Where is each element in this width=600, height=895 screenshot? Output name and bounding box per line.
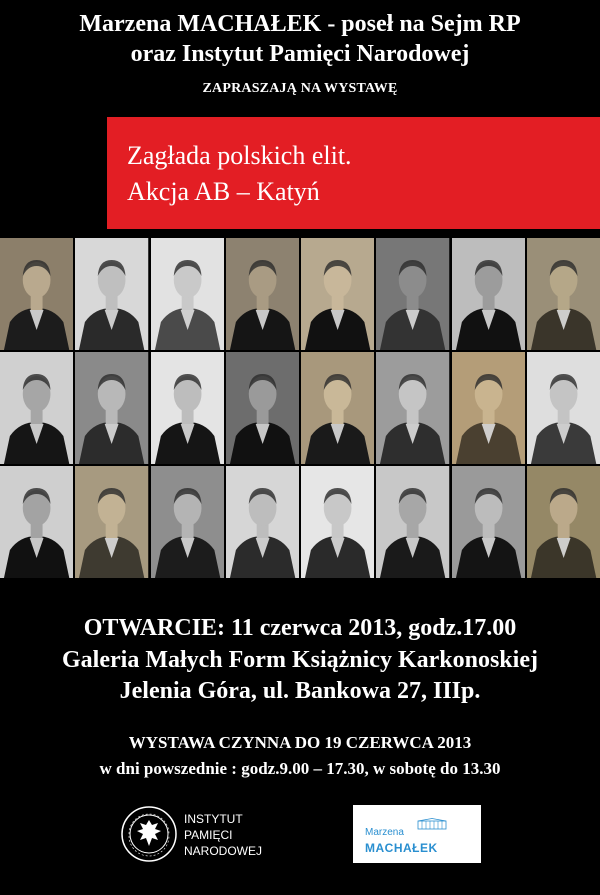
portrait-photo	[376, 466, 449, 578]
venue-line: Galeria Małych Form Książnicy Karkonoskiej	[62, 647, 538, 673]
eagle-seal-icon	[120, 805, 178, 863]
portrait-photo	[452, 238, 525, 350]
ipn-logo-text	[184, 811, 262, 859]
portrait-photo	[75, 238, 148, 350]
co-host-line: oraz Instytut Pamięci Narodowej	[130, 41, 470, 67]
portrait-photo	[151, 238, 224, 350]
portrait-photo	[527, 466, 600, 578]
ipn-logo-line1: INSTYTUT	[184, 812, 243, 826]
host-line: Marzena MACHAŁEK - poseł na Sejm RP	[79, 11, 521, 37]
portrait-photo	[75, 352, 148, 464]
title-band	[0, 117, 600, 229]
portrait-photo	[301, 238, 374, 350]
open-until-line: WYSTAWA CZYNNA DO 19 CZERWCA 2013	[128, 733, 472, 752]
opening-line: OTWARCIE: 11 czerwca 2013, godz.17.00	[83, 615, 517, 641]
machalek-logo	[353, 805, 481, 863]
portrait-photo	[226, 466, 299, 578]
machalek-first-name: Marzena	[365, 827, 404, 838]
ipn-logo-line3: NARODOWEJ	[184, 844, 262, 858]
portrait-photo	[75, 466, 148, 578]
title-band-black-block	[0, 117, 107, 229]
portrait-photo	[301, 466, 374, 578]
exhibition-subtitle: Akcja AB – Katyń	[127, 177, 320, 206]
portrait-photo	[452, 352, 525, 464]
invitation-header	[0, 0, 600, 112]
portrait-photo	[0, 466, 73, 578]
portrait-photo	[0, 238, 73, 350]
portrait-photo	[452, 466, 525, 578]
portrait-photo	[0, 352, 73, 464]
portrait-photo	[301, 352, 374, 464]
invitation-line: ZAPRASZAJĄ NA WYSTAWĘ	[202, 81, 398, 96]
ipn-logo-line2: PAMIĘCI	[184, 828, 233, 842]
sejm-building-icon	[417, 818, 447, 830]
portrait-photo	[527, 238, 600, 350]
portrait-photo	[151, 352, 224, 464]
portrait-photo	[376, 352, 449, 464]
ipn-logo	[120, 805, 290, 865]
portrait-photo	[376, 238, 449, 350]
machalek-last-name: MACHAŁEK	[365, 841, 438, 855]
portrait-photo	[226, 352, 299, 464]
title-band-red-block	[107, 117, 600, 229]
portrait-grid	[0, 238, 600, 578]
portrait-photo	[226, 238, 299, 350]
exhibition-title: Zagłada polskich elit.	[127, 141, 352, 170]
address-line: Jelenia Góra, ul. Bankowa 27, IIIp.	[119, 678, 481, 704]
portrait-photo	[527, 352, 600, 464]
opening-hours-line: w dni powszednie : godz.9.00 – 17.30, w sobotę do 13.30	[99, 759, 501, 778]
portrait-photo	[151, 466, 224, 578]
